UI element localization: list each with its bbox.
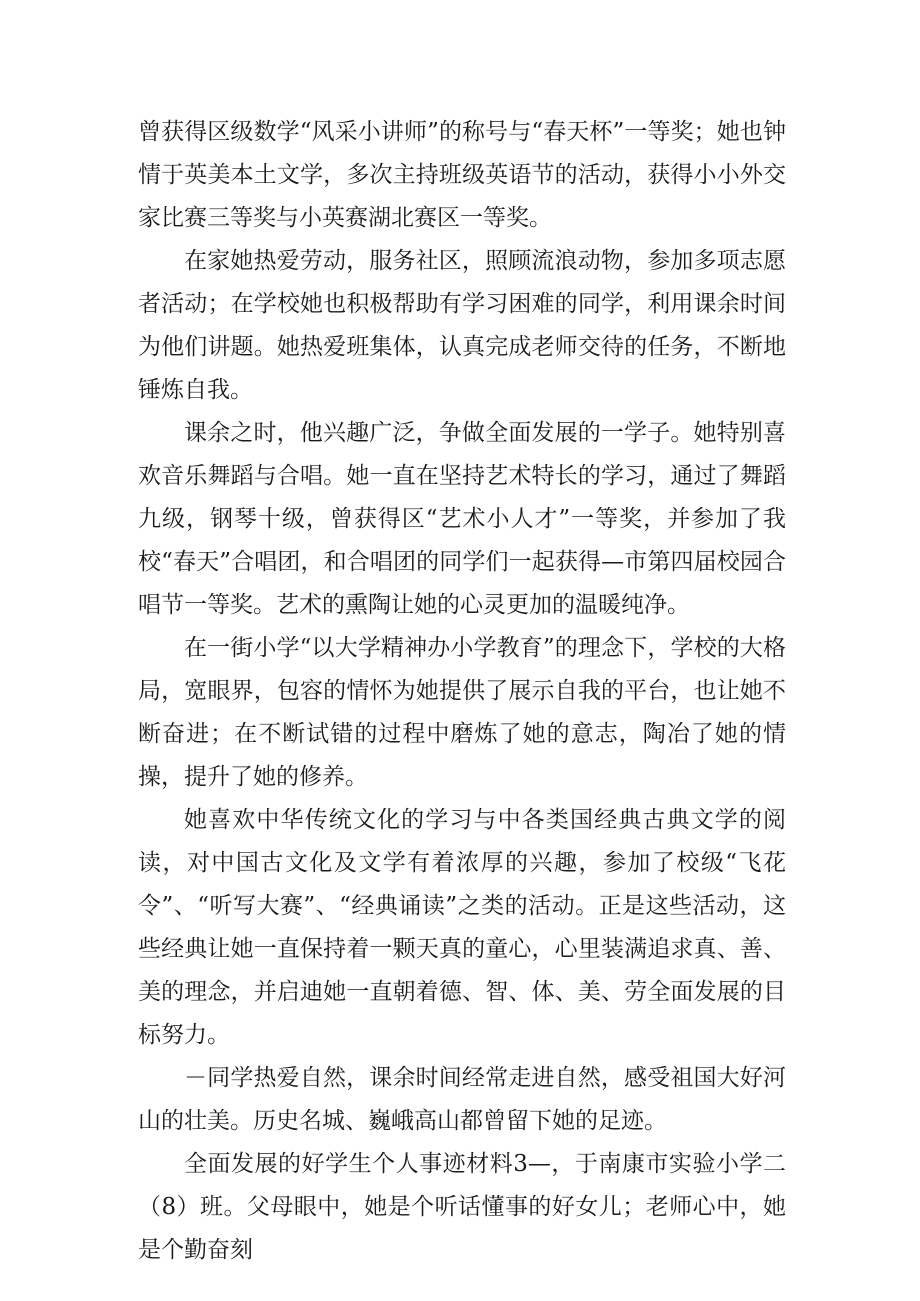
paragraph-3: 课余之时，他兴趣广泛，争做全面发展的一学子。她特别喜欢音乐舞蹈与合唱。她一直在坚持艺术特长的学习，通过了舞蹈九级，钢琴十级，曾获得区“艺术小人才”一等奖，并参加了我校“春天”合唱团，和合唱团的同学们一起获得—市第四届校园合唱节一等奖。艺术的熏陶让她的心灵更加的温暖纯净。	[138, 420, 786, 618]
paragraph-5: 她喜欢中华传统文化的学习与中各类国经典古典文学的阅读，对中国古文化及文学有着浓厚的兴趣，参加了校级“飞花令”、“听写大赛”、“经典诵读”之类的活动。正是这些活动，这些经典让她一直保持着一颗天真的童心，心里装满追求真、善、美的理念，并启迪她一直朝着德、智、体、美、劳全面发展的目标努力。	[138, 807, 786, 1048]
paragraph-1: 曾获得区级数学“风采小讲师”的称号与“春天杯”一等奖；她也钟情于英美本土文学，多次主持班级英语节的活动，获得小小外交家比赛三等奖与小英赛湖北赛区一等奖。	[138, 119, 786, 231]
document-body	[138, 111, 786, 1272]
paragraph-6: －同学热爱自然，课余时间经常走进自然，感受祖国大好河山的壮美。历史名城、巍峨高山都曾留下她的足迹。	[138, 1065, 786, 1134]
paragraph-4: 在一街小学“以大学精神办小学教育”的理念下，学校的大格局，宽眼界，包容的情怀为她提供了展示自我的平台，也让她不断奋进；在不断试错的过程中磨炼了她的意志，陶冶了她的情操，提升了她的修养。	[138, 635, 786, 790]
paragraph-7: 全面发展的好学生个人事迹材料3—，于南康市实验小学二（8）班。父母眼中，她是个听话懂事的好女儿；老师心中，她是个勤奋刻	[138, 1151, 786, 1263]
paragraph-2: 在家她热爱劳动，服务社区，照顾流浪动物，参加多项志愿者活动；在学校她也积极帮助有学习困难的同学，利用课余时间为他们讲题。她热爱班集体，认真完成老师交待的任务，不断地锤炼自我。	[138, 248, 786, 403]
